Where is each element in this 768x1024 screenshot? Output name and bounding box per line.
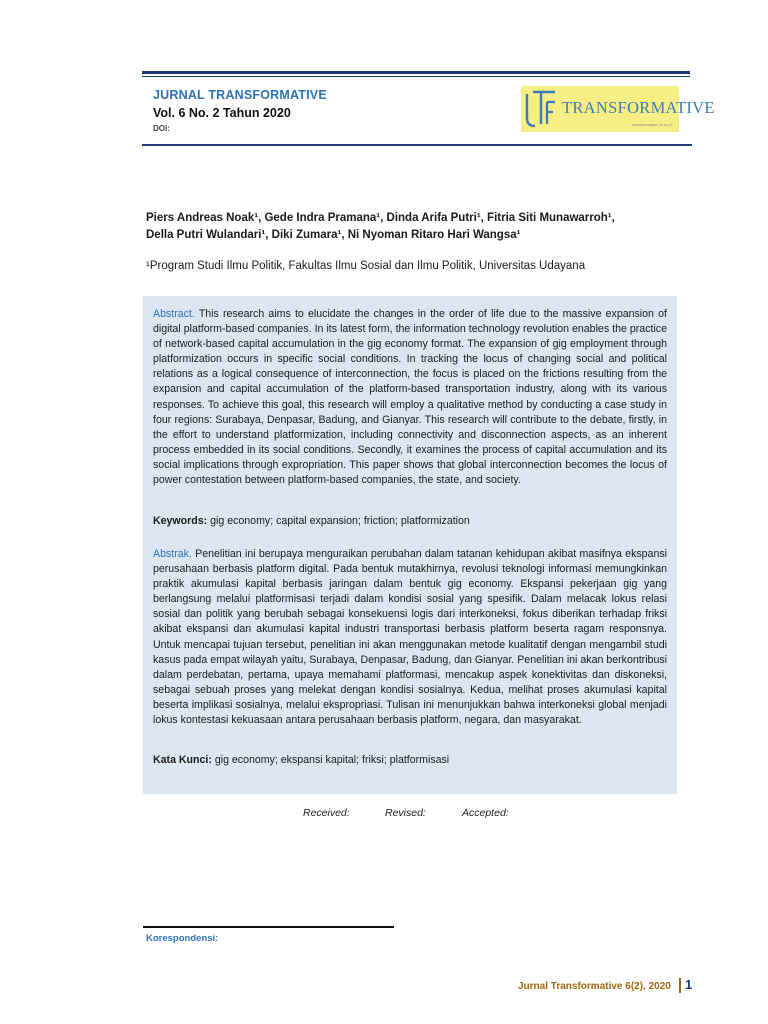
- header-rule-thick: [142, 71, 690, 74]
- keywords-value: gig economy; capital expansion; friction; platformization: [210, 515, 470, 527]
- abstract-english: [153, 307, 667, 488]
- footer-citation: Jurnal Transformative 6(2), 2020: [518, 981, 671, 992]
- header-rule-thin: [142, 76, 690, 77]
- keywords: [153, 514, 667, 529]
- logo-wordmark: TRANSFORMATIVE: [562, 98, 715, 117]
- author-line: Della Putri Wulandari¹, Diki Zumara¹, Ni Nyoman Ritaro Hari Wangsa¹: [146, 229, 521, 241]
- header-rule-bottom: [142, 144, 692, 146]
- abstract-body: This research aims to elucidate the changes in the order of life due to the massive expansion of digital platform-based companies. In its latest form, the information technology revolution enables the practice of network-based capital accumulation in the gig economy format. The expansion of gig employment through platformization occurs in specific social conditions. In tracking the locus of changing social and political relations as a logical consequence of interconnection, the focus is placed on the frictions resulting from the expansion and capital accumulation of the platform-based transportation industry, along with its various responses. To achieve this goal, this research will employ a qualitative method by conducting a case study in four regions: Surabaya, Denpasar, Badung, and Gianyar. This research will contribute to the debate, firstly, in the effort to understand platformization, including connectivity and disconnection aspects, as an inherent process embedded in its social conditions. Secondly, it examines the process of capital accumulation and its social implications through expropriation. This paper shows that global interconnection becomes the locus of power contestation between platform-based companies, the state, and society.: [153, 308, 667, 487]
- journal-volume: Vol. 6 No. 2 Tahun 2020: [153, 106, 291, 120]
- abstrak-body: Penelitian ini berupaya menguraikan perubahan dalam tatanan kehidupan akibat masifnya ekspansi perusahaan berbasis platform digital. Pada bentuk mutakhirnya, revolusi teknologi informasi memungkinkan praktik akumulasi kapital berbasis jaringan dalam bentuk gig economy. Ekspansi pekerjaan gig yang berlangsung melalui platformisasi terjadi dalam kondisi sosial yang spesifik. Dalam melacak lokus relasi sosial dan politik yang berubah sebagai konsekuensi logis dari interkoneksi, fokus diberikan terhadap friksi akibat ekspansi dan akumulasi kapital industri transportasi berbasis platform beserta ragam responsnya. Untuk mencapai tujuan tersebut, penelitian ini akan menggunakan metode kualitatif dengan mengambil studi kasus pada empat wilayah yaitu, Surabaya, Denpasar, Badung, dan Gianyar. Penelitian ini akan berkontribusi dalam perdebatan, pertama, upaya memahami platformasi, mencakup aspek konektivitas dan diskoneksi, sebagai sebuah proses yang melekat dengan kondisi sosialnya. Kedua, melihat proses akumulasi kapital beserta implikasi sosialnya, melalui ekspropriasi. Tulisan ini menunjukkan bahwa interkoneksi global menjadi lokus kontestasi kekuasaan antara perusahaan berbasis platform, negara, dan masyarakat.: [153, 548, 667, 727]
- author-list: [146, 210, 686, 244]
- doi-label: DOI:: [153, 124, 170, 133]
- kata-kunci-value: gig economy; ekspansi kapital; friksi; platformisasi: [214, 754, 450, 766]
- author-line: Piers Andreas Noak¹, Gede Indra Pramana¹, Dinda Arifa Putri¹, Fitria Siti Munawarroh¹,: [146, 212, 615, 224]
- page-number: 1: [685, 977, 693, 992]
- journal-logo: [521, 86, 715, 132]
- journal-name: JURNAL TRANSFORMATIVE: [153, 88, 327, 102]
- revised-label: Revised:: [385, 807, 426, 819]
- accepted-label: Accepted:: [462, 807, 509, 819]
- abstract-heading: Abstract.: [153, 308, 195, 320]
- abstract-indonesian: [153, 547, 667, 728]
- kata-kunci-label: Kata Kunci:: [153, 754, 212, 766]
- logo-mark-icon: [523, 88, 559, 130]
- footnote-rule: [143, 926, 394, 928]
- abstrak-heading: Abstrak.: [153, 548, 192, 560]
- kata-kunci: [153, 753, 667, 768]
- keywords-label: Keywords:: [153, 515, 208, 527]
- logo-subtext: transformative.ub.ac.id: [632, 122, 673, 127]
- correspondence-label: Korespondensi:: [146, 933, 219, 944]
- footer-divider: [679, 978, 681, 993]
- affiliation: ¹Program Studi Ilmu Politik, Fakultas Ilmu Sosial dan Ilmu Politik, Universitas Udayana: [146, 260, 586, 272]
- abstract-box: [143, 296, 677, 794]
- received-label: Received:: [303, 807, 350, 819]
